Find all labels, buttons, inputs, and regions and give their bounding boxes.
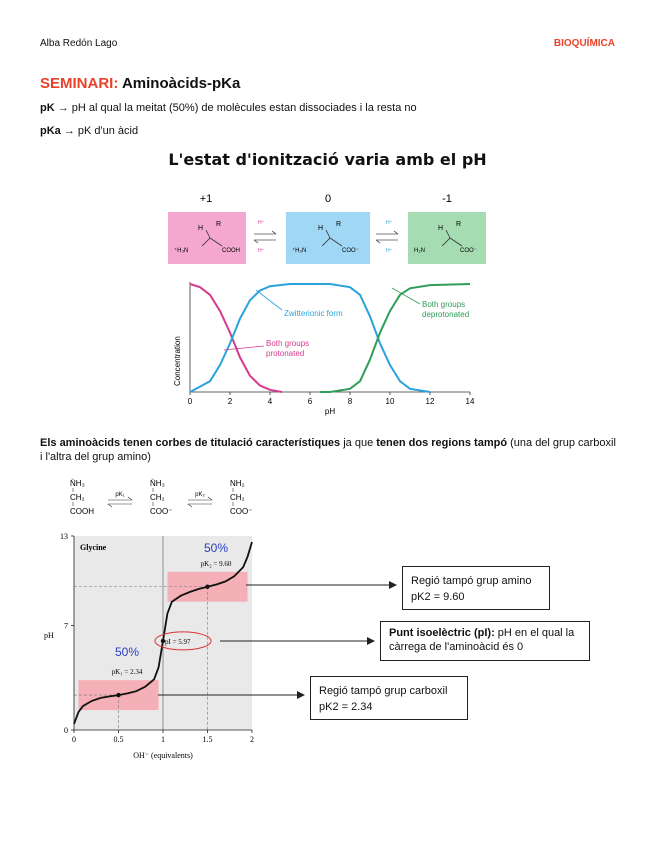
species-top: N̈H₃ [70, 479, 85, 488]
proton-label: H⁺ [386, 248, 393, 254]
glycine-species [60, 476, 280, 526]
species-top: N̈H₃ [150, 479, 165, 488]
arrow-icon: → [63, 125, 75, 137]
definition-text: pK d'un àcid [77, 125, 139, 137]
species-mid: CH₂ [70, 493, 85, 502]
point-pk1 [116, 693, 120, 697]
atom-h: H [198, 225, 204, 232]
titration-paragraph [40, 436, 620, 464]
atom-h: H [438, 225, 444, 232]
definition-term: pK [40, 102, 55, 114]
amine-group: ⁺H₃N [174, 248, 189, 254]
x-axis-label: pH [324, 407, 336, 416]
page-title [40, 75, 240, 92]
x-axis-label: OH⁻ (equivalents) [133, 751, 193, 760]
species-mid: CH₂ [230, 493, 245, 502]
x-tick-label: 10 [385, 397, 395, 406]
structure-zwitterion [286, 212, 370, 264]
pi-label: pI = 5.97 [165, 637, 191, 646]
curve-zwitterion [190, 284, 430, 392]
definition-pka [40, 125, 138, 137]
proton-label: H⁺ [386, 220, 393, 226]
pk1-arrow-label: pK₁ [115, 492, 125, 498]
x-tick-label: 2 [250, 735, 254, 744]
y-axis-label: Concentration [173, 336, 182, 386]
titration-chart [30, 528, 290, 768]
protonated-label-2: protonated [266, 349, 305, 358]
subject-label: BIOQUÍMICA [553, 38, 615, 49]
paragraph-bold-1: Els aminoàcids tenen corbes de titulació característiques [40, 437, 341, 449]
proton-label: H⁺ [258, 220, 265, 226]
proton-label: H⁺ [258, 248, 265, 254]
definition-term: pKa [40, 125, 61, 137]
protonated-label-1: Both groups [266, 339, 310, 348]
species-bot: COO⁻ [150, 507, 173, 516]
structure-box [168, 212, 246, 264]
equilibrium-arrow-1 [254, 220, 276, 254]
callout-pi-title: Punt isoelèctric (pI): [389, 627, 495, 639]
pk1-label: pK₁ = 2.34 [111, 668, 143, 676]
figure1-heading: L'estat d'ionització varia amb el pH [168, 150, 487, 169]
title-prefix: SEMINARI: [40, 75, 119, 92]
x-tick-label: 2 [227, 397, 233, 406]
double-arrow-icon [254, 231, 276, 243]
structure-box [286, 212, 370, 264]
structure-box [408, 212, 486, 264]
species-mid: CH₂ [150, 493, 165, 502]
callout-amino-value: pK2 = 9.60 [411, 591, 465, 603]
definition-pk [40, 102, 417, 114]
deprotonated-label-1: Both groups [422, 300, 466, 309]
callout-amino-title: Regió tampó grup amino [411, 575, 532, 587]
charge-label: -1 [442, 193, 452, 205]
x-tick-label: 0 [187, 397, 193, 406]
deprotonated-label-2: deprotonated [422, 310, 470, 319]
charge-label: 0 [324, 193, 332, 205]
leader-line [224, 346, 264, 350]
double-arrow-icon [188, 497, 212, 507]
y-tick-label: 7 [64, 621, 68, 631]
x-tick-label: 0 [72, 735, 76, 744]
double-arrow-icon [376, 231, 398, 243]
x-tick-label: 1.5 [202, 735, 213, 744]
charge-label: +1 [199, 193, 213, 205]
callout-amino [402, 566, 550, 610]
callout-carboxyl [310, 676, 468, 720]
x-tick-label: 6 [307, 397, 313, 406]
y-axis-label: pH [44, 631, 54, 640]
atom-r: R [456, 221, 462, 228]
callout-carboxyl-value: pK2 = 2.34 [319, 701, 373, 713]
curve-protonated [190, 284, 282, 392]
equilibrium-arrow-2 [376, 220, 398, 254]
atom-r: R [336, 221, 342, 228]
pk2-arrow-label: pK₂ [195, 492, 205, 498]
callout-carboxyl-title: Regió tampó grup carboxil [319, 685, 448, 697]
title-main: Aminoàcids-pKa [121, 75, 241, 92]
paragraph-bold-2: tenen dos regions tampó [376, 437, 508, 449]
carboxyl-group: COOH [222, 248, 240, 254]
paragraph-text-2: (una del grup carboxil i l'altra del grup amino) [40, 437, 616, 463]
leader-line [256, 290, 282, 310]
x-tick-label: 14 [465, 397, 475, 406]
carboxyl-group: COO⁻ [342, 248, 359, 254]
ionization-figure [160, 186, 500, 416]
x-axis-ticks [188, 392, 475, 406]
callout-pi-text: pH en el qual la càrrega de l'aminoàcid és 0 [389, 627, 575, 653]
chart-title: Glycine [80, 543, 107, 552]
carboxyl-group: COO⁻ [460, 248, 477, 254]
x-tick-label: 0.5 [113, 735, 124, 744]
x-tick-label: 1 [161, 735, 165, 744]
structure-cation [168, 212, 246, 264]
arrow-icon: → [57, 102, 69, 114]
atom-h: H [318, 225, 324, 232]
atom-r: R [216, 221, 222, 228]
paragraph-text-1: ja que [340, 437, 377, 449]
species-top: NH₂ [230, 479, 245, 488]
amine-group: ⁺H₃N [292, 248, 307, 254]
callout-pi [380, 621, 590, 661]
definition-text: pH al qual la meitat (50%) de molècules estan dissociades i la resta no [71, 102, 417, 114]
structure-anion [408, 212, 486, 264]
y-tick-label: 13 [60, 532, 68, 541]
x-tick-label: 4 [267, 397, 273, 406]
point-pk2 [205, 585, 209, 589]
zwitterionic-label: Zwitterionic form [284, 309, 343, 318]
half-right-label: 50% [203, 541, 229, 555]
y-tick-label: 0 [64, 726, 68, 735]
amine-group: H₂N [414, 248, 425, 254]
species-bot: COO⁻ [230, 507, 253, 516]
species-bot: COOH [70, 507, 94, 516]
double-arrow-icon [108, 497, 132, 507]
half-left-label: 50% [114, 645, 140, 659]
pk2-label: pK₂ = 9.60 [200, 560, 232, 568]
x-tick-label: 12 [425, 397, 435, 406]
author-name: Alba Redón Lago [40, 38, 118, 49]
x-tick-label: 8 [347, 397, 353, 406]
